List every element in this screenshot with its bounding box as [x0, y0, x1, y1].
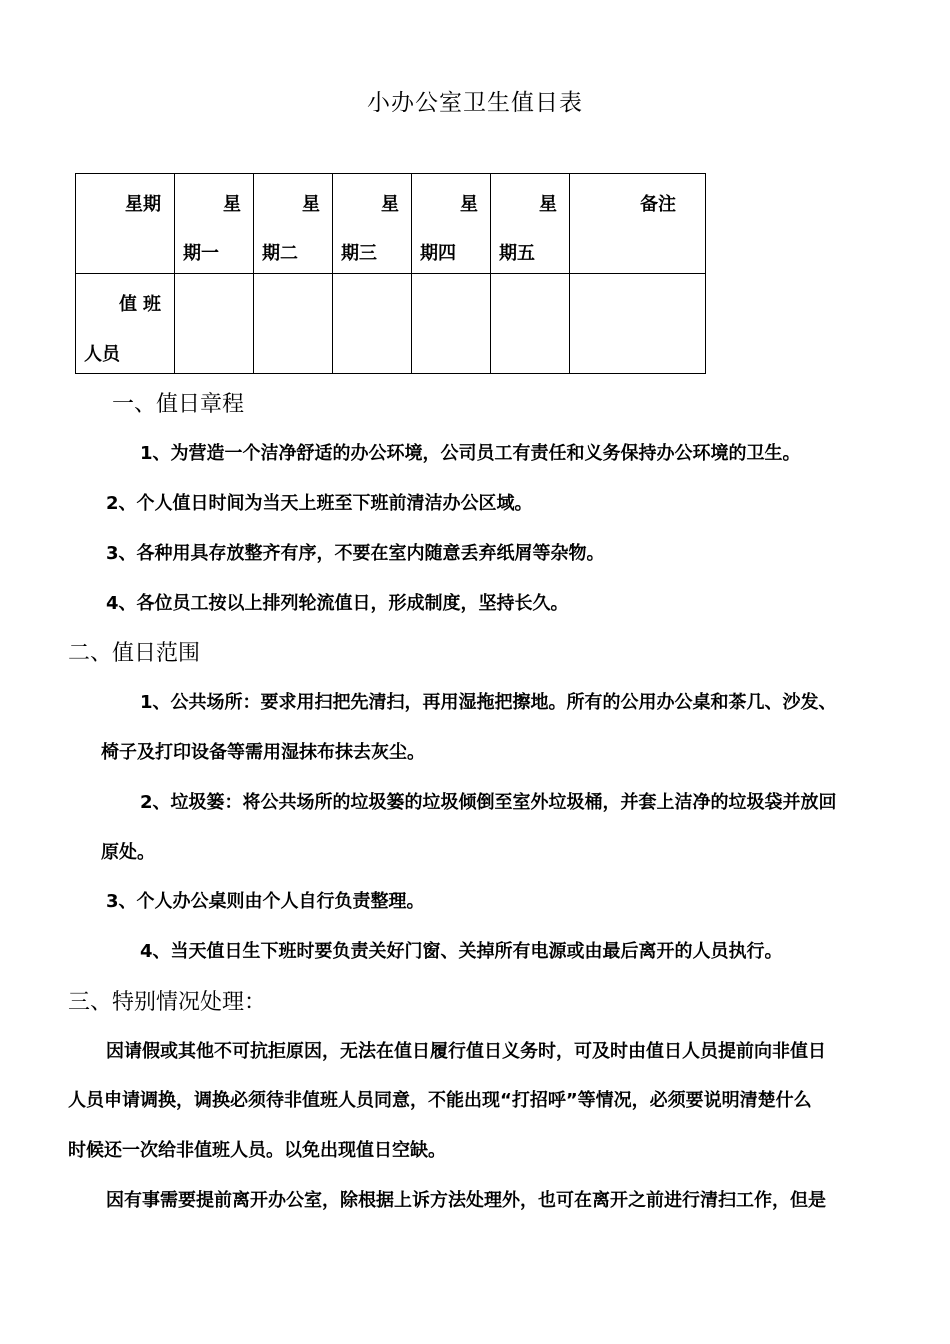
rule-item-3: 3、各种用具存放整齐有序，不要在室内随意丢弃纸屑等杂物。	[106, 543, 605, 564]
scope-item-1-line-1: 1、公共场所：要求用扫把先清扫，再用湿拖把擦地。所有的公用办公桌和茶几、沙发、	[140, 692, 837, 713]
duty-cell-note[interactable]	[570, 274, 706, 374]
special-para-1-line-3: 时候还一次给非值班人员。以免出现值日空缺。	[68, 1140, 446, 1161]
duty-cell-friday[interactable]	[491, 274, 570, 374]
special-para-1-line-2: 人员申请调换，调换必须待非值班人员同意，不能出现“打招呼”等情况，必须要说明清楚什么	[68, 1090, 812, 1111]
section-heading-rules: 一、值日章程	[112, 392, 245, 417]
header-cell-weekday: 星期	[76, 174, 175, 274]
header-cell-wednesday: 星 期三	[333, 174, 412, 274]
header-cell-friday: 星 期五	[491, 174, 570, 274]
duty-schedule-table	[75, 173, 706, 374]
header-cell-monday: 星 期一	[175, 174, 254, 274]
duty-cell-thursday[interactable]	[412, 274, 491, 374]
table-header-row	[76, 174, 706, 274]
row-label-duty-staff: 值班 人员	[76, 274, 175, 374]
scope-item-2-line-1: 2、垃圾篓：将公共场所的垃圾篓的垃圾倾倒至室外垃圾桶，并套上洁净的垃圾袋并放回	[140, 792, 837, 813]
scope-item-4: 4、当天值日生下班时要负责关好门窗、关掉所有电源或由最后离开的人员执行。	[140, 941, 783, 962]
duty-cell-tuesday[interactable]	[254, 274, 333, 374]
header-cell-thursday: 星 期四	[412, 174, 491, 274]
scope-item-3: 3、个人办公桌则由个人自行负责整理。	[106, 891, 425, 912]
document-title: 小办公室卫生值日表	[367, 90, 583, 116]
scope-item-1-line-2: 椅子及打印设备等需用湿抹布抹去灰尘。	[101, 742, 425, 763]
duty-staff-row	[76, 274, 706, 374]
rule-item-4: 4、各位员工按以上排列轮流值日，形成制度，坚持长久。	[106, 593, 569, 614]
duty-cell-monday[interactable]	[175, 274, 254, 374]
section-heading-special-cases: 三、特别情况处理：	[68, 990, 267, 1015]
section-heading-scope: 二、值日范围	[68, 641, 201, 666]
header-cell-note: 备注	[570, 174, 706, 274]
header-cell-tuesday: 星 期二	[254, 174, 333, 274]
rule-item-2: 2、个人值日时间为当天上班至下班前清洁办公区域。	[106, 493, 533, 514]
special-para-2-line-1: 因有事需要提前离开办公室，除根据上诉方法处理外，也可在离开之前进行清扫工作，但是	[106, 1190, 826, 1211]
scope-item-2-line-2: 原处。	[101, 842, 155, 863]
rule-item-1: 1、为营造一个洁净舒适的办公环境，公司员工有责任和义务保持办公环境的卫生。	[140, 443, 801, 464]
special-para-1-line-1: 因请假或其他不可抗拒原因，无法在值日履行值日义务时，可及时由值日人员提前向非值日	[106, 1041, 826, 1062]
duty-cell-wednesday[interactable]	[333, 274, 412, 374]
